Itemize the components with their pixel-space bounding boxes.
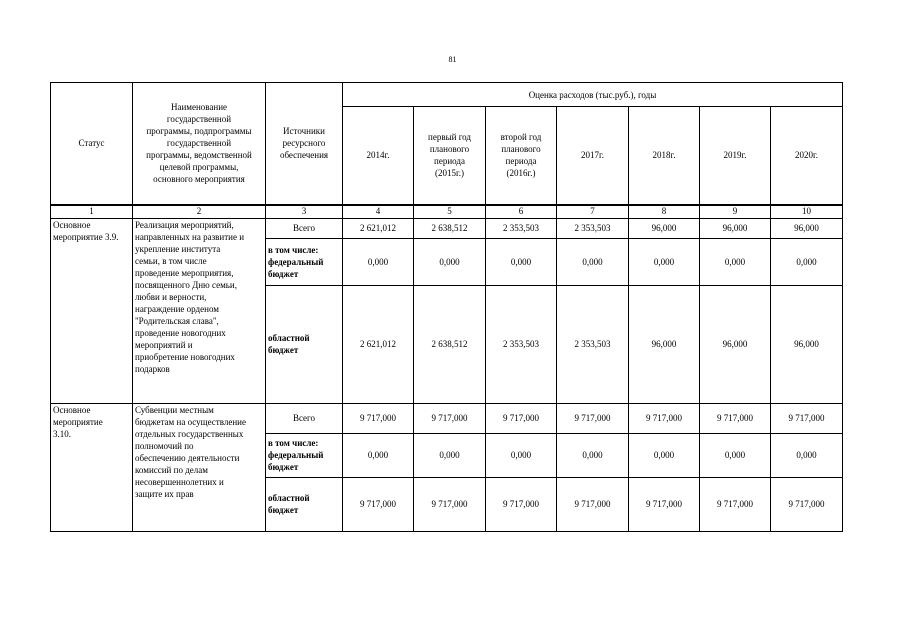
header-year: 2019г.	[700, 107, 771, 205]
header-year: 2017г.	[557, 107, 629, 205]
column-number: 5	[414, 205, 486, 219]
status-cell: Основное мероприятие 3.9.	[51, 218, 133, 403]
value-cell: 2 353,503	[486, 218, 557, 238]
value-cell: 0,000	[486, 238, 557, 285]
value-cell: 2 353,503	[486, 285, 557, 403]
header-expenses-title: Оценка расходов (тыс.руб.), годы	[343, 83, 843, 107]
source-cell: Всего	[266, 218, 343, 238]
value-cell: 0,000	[414, 238, 486, 285]
name-cell: Субвенции местным бюджетам на осуществление отдельных государственных полномочий по обеспечению деятельности комиссий по делам несовершеннолетних и защите их прав	[133, 403, 266, 531]
value-cell: 9 717,000	[557, 403, 629, 433]
table-row	[51, 403, 843, 433]
expenses-table	[50, 82, 843, 532]
value-cell: 96,000	[771, 218, 843, 238]
column-number: 2	[133, 205, 266, 219]
value-cell: 96,000	[629, 218, 700, 238]
header-year: 2018г.	[629, 107, 700, 205]
source-cell: областной бюджет	[266, 285, 343, 403]
source-cell: Всего	[266, 403, 343, 433]
value-cell: 9 717,000	[343, 477, 414, 531]
value-cell: 2 621,012	[343, 285, 414, 403]
value-cell: 9 717,000	[414, 403, 486, 433]
value-cell: 96,000	[700, 218, 771, 238]
column-number: 6	[486, 205, 557, 219]
value-cell: 2 621,012	[343, 218, 414, 238]
value-cell: 0,000	[557, 238, 629, 285]
value-cell: 0,000	[771, 433, 843, 477]
header-sources: Источники ресурсного обеспечения	[266, 83, 343, 205]
value-cell: 9 717,000	[629, 403, 700, 433]
value-cell: 0,000	[771, 238, 843, 285]
value-cell: 9 717,000	[414, 477, 486, 531]
column-number: 9	[700, 205, 771, 219]
column-number: 7	[557, 205, 629, 219]
value-cell: 0,000	[700, 433, 771, 477]
value-cell: 0,000	[486, 433, 557, 477]
column-number: 10	[771, 205, 843, 219]
value-cell: 9 717,000	[486, 403, 557, 433]
value-cell: 96,000	[629, 285, 700, 403]
value-cell: 9 717,000	[771, 477, 843, 531]
value-cell: 9 717,000	[700, 477, 771, 531]
column-number: 1	[51, 205, 133, 219]
column-number: 3	[266, 205, 343, 219]
value-cell: 0,000	[629, 433, 700, 477]
header-status: Статус	[51, 83, 133, 205]
header-year: 2014г.	[343, 107, 414, 205]
header-year: первый год планового периода (2015г.)	[414, 107, 486, 205]
value-cell: 0,000	[414, 433, 486, 477]
table-row	[51, 218, 843, 238]
value-cell: 0,000	[557, 433, 629, 477]
value-cell: 2 353,503	[557, 218, 629, 238]
header-year: 2020г.	[771, 107, 843, 205]
value-cell: 9 717,000	[486, 477, 557, 531]
source-cell: в том числе: федеральный бюджет	[266, 238, 343, 285]
value-cell: 96,000	[771, 285, 843, 403]
value-cell: 2 638,512	[414, 285, 486, 403]
header-year: второй год планового периода (2016г.)	[486, 107, 557, 205]
column-number: 4	[343, 205, 414, 219]
column-number: 8	[629, 205, 700, 219]
status-cell: Основное мероприятие 3.10.	[51, 403, 133, 531]
value-cell: 2 353,503	[557, 285, 629, 403]
value-cell: 96,000	[700, 285, 771, 403]
source-cell: в том числе: федеральный бюджет	[266, 433, 343, 477]
value-cell: 9 717,000	[343, 403, 414, 433]
value-cell: 9 717,000	[771, 403, 843, 433]
value-cell: 2 638,512	[414, 218, 486, 238]
value-cell: 0,000	[700, 238, 771, 285]
column-number-row	[51, 205, 843, 219]
value-cell: 0,000	[343, 238, 414, 285]
page-number: 81	[448, 55, 457, 64]
value-cell: 9 717,000	[557, 477, 629, 531]
source-cell: областной бюджет	[266, 477, 343, 531]
name-cell: Реализация мероприятий, направленных на развитие и укрепление института семьи, в том числе проведение мероприятия, посвященного Дню семьи, любви и верности, награждение орденом "Родительская слава", проведение новогодних мероприятий и приобретение новогодних подарков	[133, 218, 266, 403]
value-cell: 9 717,000	[700, 403, 771, 433]
value-cell: 9 717,000	[629, 477, 700, 531]
value-cell: 0,000	[629, 238, 700, 285]
value-cell: 0,000	[343, 433, 414, 477]
header-name: Наименование государственной программы, подпрограммы государственной программы, ведомственной целевой программы, основного мероприятия	[133, 83, 266, 205]
